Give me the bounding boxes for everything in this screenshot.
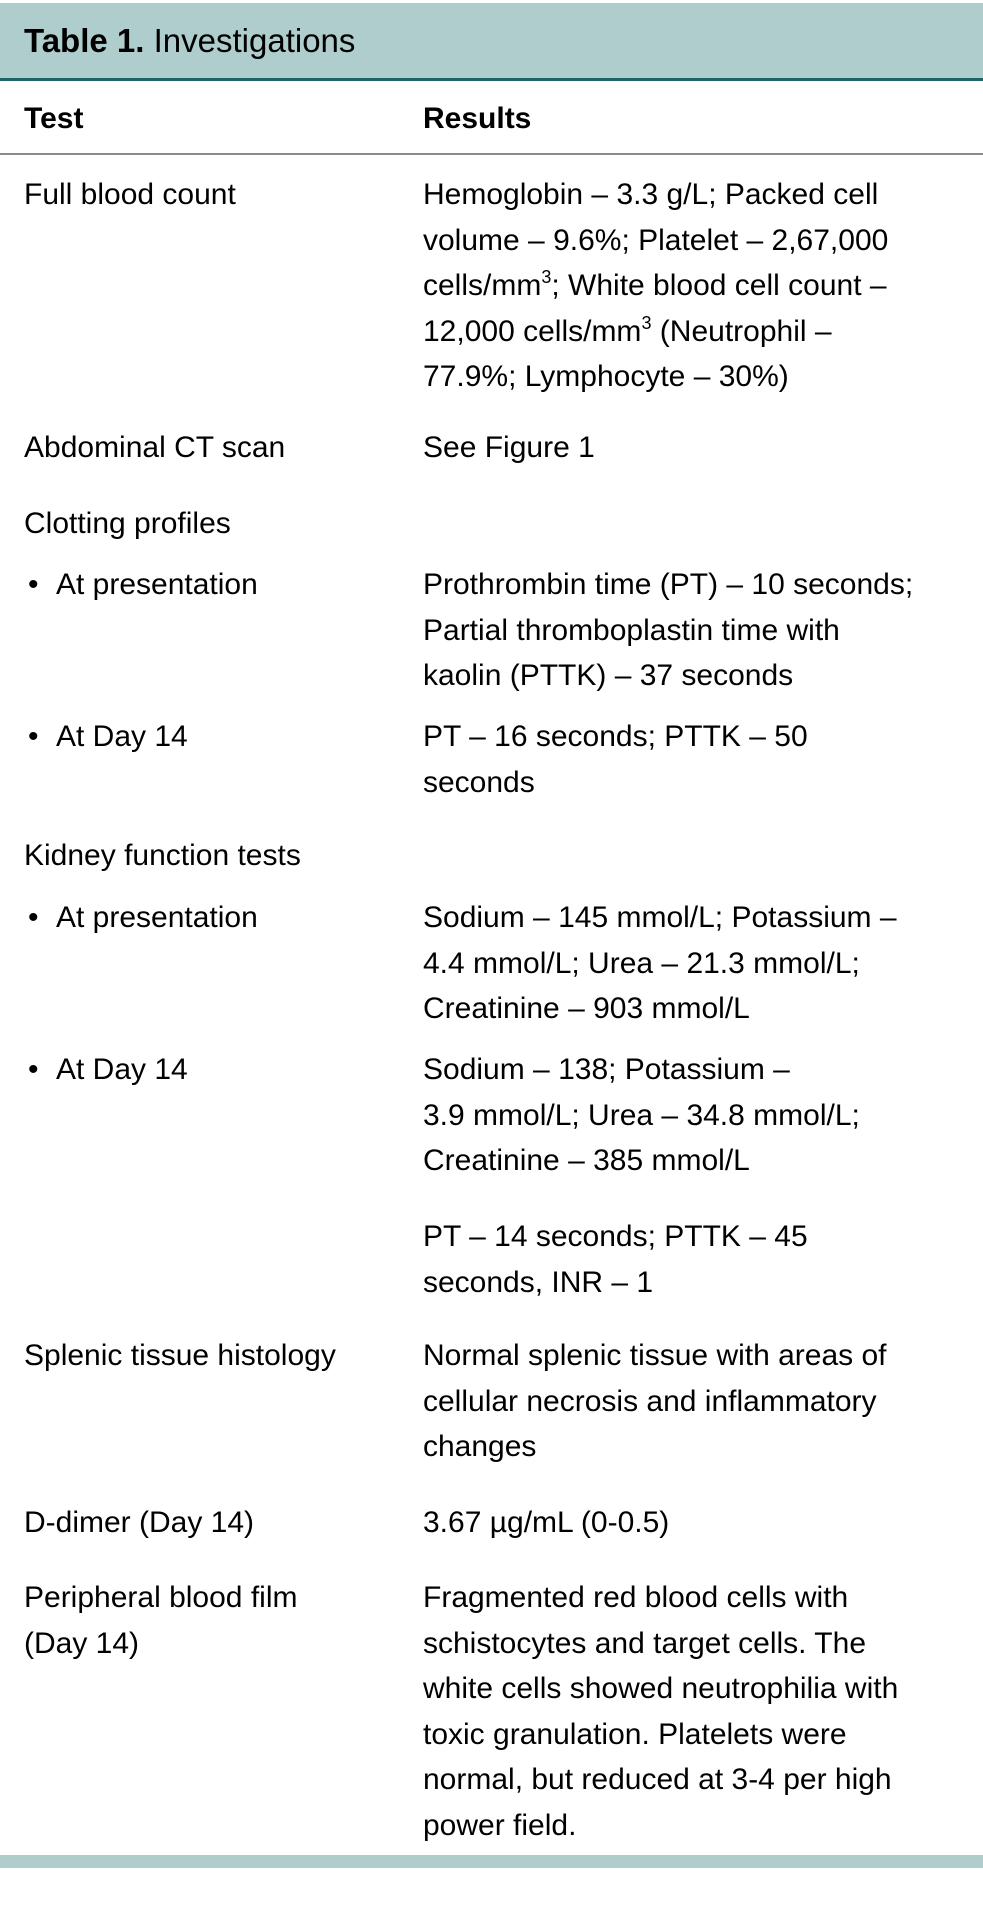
result-text: Creatinine – 903 mmol/L bbox=[423, 992, 750, 1025]
test-line bbox=[24, 833, 301, 879]
superscript: 3 bbox=[641, 312, 652, 333]
test-cell bbox=[24, 501, 231, 547]
column-header-results: Results bbox=[423, 102, 532, 135]
result-line bbox=[423, 1621, 898, 1667]
result-text: changes bbox=[423, 1430, 537, 1463]
test-line bbox=[24, 501, 231, 547]
result-line bbox=[423, 309, 888, 355]
result-line bbox=[423, 714, 808, 760]
column-header-test: Test bbox=[24, 102, 84, 135]
test-text: At Day 14 bbox=[56, 1053, 188, 1086]
result-cell bbox=[423, 425, 595, 471]
test-text: At Day 14 bbox=[56, 720, 188, 753]
test-cell bbox=[24, 425, 285, 471]
result-line bbox=[423, 760, 808, 806]
test-line bbox=[24, 425, 285, 471]
result-text: 4.4 mmol/L; Urea – 21.3 mmol/L; bbox=[423, 946, 860, 980]
result-cell bbox=[423, 1047, 860, 1184]
table-bottom-band bbox=[0, 1855, 983, 1868]
test-text: Kidney function tests bbox=[24, 839, 301, 872]
result-text: 77.9%; Lymphocyte – 30%) bbox=[423, 360, 789, 393]
test-cell bbox=[24, 172, 236, 218]
result-text: power field. bbox=[423, 1808, 577, 1842]
test-text: Full blood count bbox=[24, 178, 236, 211]
result-text: PT – 14 seconds; PTTK – 45 bbox=[423, 1220, 808, 1253]
result-text: Sodium – 138; Potassium – bbox=[423, 1053, 790, 1086]
result-line bbox=[423, 608, 913, 654]
result-text: seconds, INR – 1 bbox=[423, 1265, 654, 1299]
table-label: Table 1. bbox=[24, 22, 145, 59]
bullet-icon: • bbox=[28, 720, 39, 753]
result-text: Normal splenic tissue with areas of bbox=[423, 1339, 887, 1372]
result-text: Sodium – 145 mmol/L; Potassium – bbox=[423, 901, 897, 934]
result-line bbox=[423, 263, 888, 309]
result-cell bbox=[423, 562, 913, 699]
result-text: Prothrombin time (PT) – 10 seconds; bbox=[423, 568, 914, 601]
result-text: schistocytes and target cells. The bbox=[423, 1626, 866, 1660]
result-line bbox=[423, 1757, 898, 1803]
result-line bbox=[423, 1260, 808, 1306]
result-text: seconds bbox=[423, 765, 535, 799]
result-text: kaolin (PTTK) – 37 seconds bbox=[423, 659, 794, 692]
test-line bbox=[24, 1047, 188, 1093]
result-line bbox=[423, 1803, 898, 1849]
result-text: Creatinine – 385 mmol/L bbox=[423, 1144, 750, 1177]
test-cell bbox=[24, 714, 188, 760]
result-line bbox=[423, 1712, 898, 1758]
result-text: (Neutrophil – bbox=[651, 314, 832, 348]
result-line bbox=[423, 1333, 887, 1379]
test-line bbox=[24, 1575, 297, 1621]
result-text: Fragmented red blood cells with bbox=[423, 1581, 849, 1614]
result-text: See Figure 1 bbox=[423, 431, 595, 464]
test-line bbox=[24, 714, 188, 760]
result-text: Partial thromboplastin time with bbox=[423, 613, 840, 647]
test-line bbox=[24, 895, 258, 941]
result-text: toxic granulation. Platelets were bbox=[423, 1717, 847, 1751]
header-divider bbox=[0, 153, 983, 155]
result-line bbox=[423, 562, 913, 608]
result-line bbox=[423, 1666, 898, 1712]
result-line bbox=[423, 425, 595, 471]
test-cell bbox=[24, 1047, 188, 1093]
result-line bbox=[423, 1575, 898, 1621]
result-text: cells/mm bbox=[423, 269, 542, 302]
test-text: D-dimer (Day 14) bbox=[24, 1506, 255, 1539]
table-title-text: Investigations bbox=[153, 22, 356, 59]
result-cell bbox=[423, 1214, 808, 1305]
result-text: 12,000 cells/mm bbox=[423, 314, 642, 348]
result-text: white cells showed neutrophilia with bbox=[423, 1672, 899, 1705]
result-text: volume – 9.6%; Platelet – 2,67,000 bbox=[423, 223, 889, 257]
test-line bbox=[24, 1500, 254, 1546]
test-line bbox=[24, 172, 236, 218]
superscript: 3 bbox=[541, 267, 552, 287]
test-line bbox=[24, 1621, 297, 1667]
test-text: (Day 14) bbox=[24, 1626, 140, 1660]
result-line bbox=[423, 1093, 860, 1139]
test-text: Peripheral blood film bbox=[24, 1581, 298, 1614]
test-text: At presentation bbox=[56, 568, 258, 601]
result-cell bbox=[423, 172, 888, 400]
test-text: At presentation bbox=[56, 901, 258, 934]
result-cell bbox=[423, 1575, 898, 1848]
test-cell bbox=[24, 1333, 336, 1379]
test-text: Abdominal CT scan bbox=[24, 431, 286, 464]
test-line bbox=[24, 1333, 336, 1379]
result-text: normal, but reduced at 3-4 per high bbox=[423, 1763, 892, 1796]
result-line bbox=[423, 1214, 808, 1260]
result-text: cellular necrosis and inflammatory bbox=[423, 1384, 877, 1418]
title-divider bbox=[0, 78, 983, 81]
result-cell bbox=[423, 895, 897, 1032]
test-cell bbox=[24, 1500, 254, 1546]
result-text: PT – 16 seconds; PTTK – 50 bbox=[423, 720, 808, 753]
test-cell bbox=[24, 895, 258, 941]
result-cell bbox=[423, 1333, 887, 1470]
test-text: Splenic tissue histology bbox=[24, 1339, 336, 1372]
result-line bbox=[423, 354, 888, 400]
test-line bbox=[24, 562, 258, 608]
result-text: ; White blood cell count – bbox=[551, 269, 887, 302]
result-cell bbox=[423, 1500, 669, 1546]
bullet-icon: • bbox=[28, 1053, 39, 1086]
result-text: 3.67 µg/mL (0-0.5) bbox=[423, 1506, 670, 1539]
test-text: Clotting profiles bbox=[24, 507, 231, 540]
bullet-icon: • bbox=[28, 568, 39, 601]
test-cell bbox=[24, 833, 301, 879]
result-line bbox=[423, 1424, 887, 1470]
result-line bbox=[423, 895, 897, 941]
test-cell bbox=[24, 562, 258, 608]
result-line bbox=[423, 172, 888, 218]
result-line bbox=[423, 941, 897, 987]
result-line bbox=[423, 1138, 860, 1184]
table-title bbox=[24, 21, 355, 61]
result-line bbox=[423, 218, 888, 264]
result-line bbox=[423, 1047, 860, 1093]
result-line bbox=[423, 653, 913, 699]
bullet-icon: • bbox=[28, 901, 39, 934]
result-line bbox=[423, 1379, 887, 1425]
result-text: Hemoglobin – 3.3 g/L; Packed cell bbox=[423, 178, 879, 211]
result-line bbox=[423, 986, 897, 1032]
result-line bbox=[423, 1500, 669, 1546]
result-text: 3.9 mmol/L; Urea – 34.8 mmol/L; bbox=[423, 1098, 860, 1132]
test-cell bbox=[24, 1575, 297, 1666]
result-cell bbox=[423, 714, 808, 805]
